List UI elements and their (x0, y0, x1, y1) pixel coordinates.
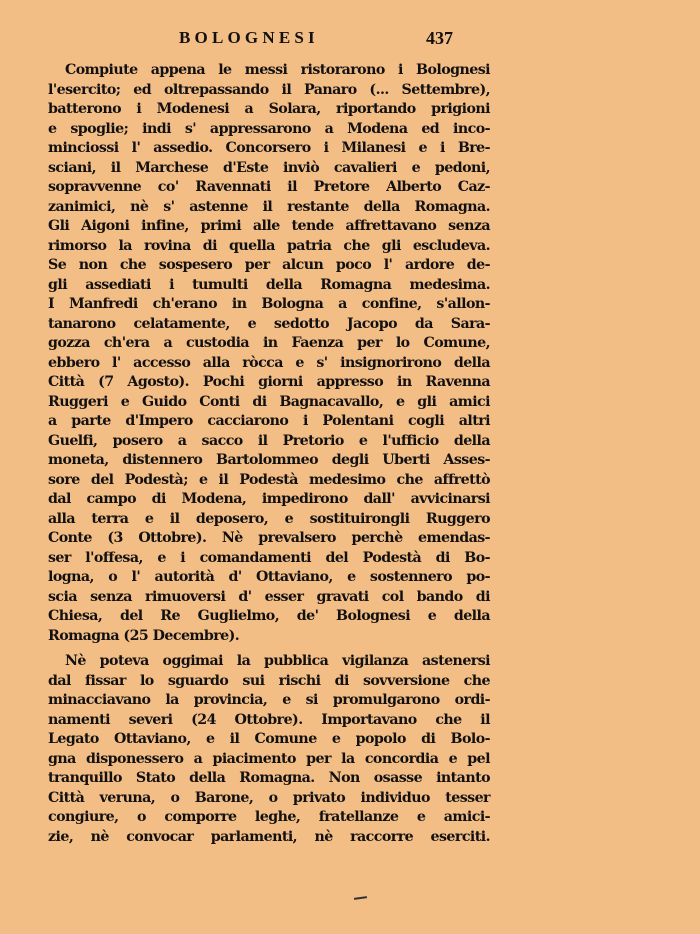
text-line: ebbero l' accesso alla ròcca e s' insignorirono della (48, 354, 490, 371)
text-line: gozza ch'era a custodia in Faenza per lo Comune, (48, 335, 490, 351)
text-line: l'esercito; ed oltrepassando il Panaro (... Settembre), (48, 81, 490, 98)
text-line: Ruggeri e Guido Conti di Bagnacavallo, e gli amici (48, 393, 490, 410)
text-line: gna disponessero a piacimento per la concordia e pel (48, 750, 490, 767)
paragraph-1 (48, 61, 490, 646)
text-line: zie, nè convocar parlamenti, nè raccorre eserciti. (48, 828, 490, 845)
text-line: moneta, distennero Bartolommeo degli Uberti Asses- (48, 452, 490, 468)
text-line: rimorso la rovina di quella patria che gli escludeva. (48, 237, 490, 254)
text-line: dal fissar lo sguardo sui rischi di sovversione che (48, 672, 490, 689)
text-line: tanarono celatamente, e sedotto Jacopo da Sara- (48, 315, 490, 332)
text-line: sopravvenne co' Ravennati il Pretore Alberto Caz- (48, 179, 490, 195)
text-line: gli assediati i tumulti della Romagna medesima. (48, 276, 490, 293)
text-line: namenti severi (24 Ottobre). Importavano che il (48, 711, 490, 728)
body-text (48, 61, 490, 847)
text-line: Se non che sospesero per alcun poco l' ardore de- (48, 257, 490, 273)
text-line: tranquillo Stato della Romagna. Non osasse intanto (48, 770, 490, 786)
printer-mark (354, 896, 367, 900)
page-header (0, 28, 700, 52)
text-line: ser l'offesa, e i comandamenti del Podestà di Bo- (48, 549, 490, 566)
text-line: dal campo di Modena, impedirono dall' avvicinarsi (48, 491, 490, 507)
text-line: sciani, il Marchese d'Este inviò cavalieri e pedoni, (48, 159, 490, 176)
text-line: Gli Aigoni infine, primi alle tende affrettavano senza (48, 218, 490, 234)
text-line: minacciavano la provincia, e si promulgarono ordi- (48, 692, 490, 708)
text-line: Conte (3 Ottobre). Nè prevalsero perchè emendas- (48, 530, 490, 546)
text-line: Guelfi, posero a sacco il Pretorio e l'ufficio della (48, 432, 490, 449)
page-number: 437 (426, 28, 453, 48)
text-line: Città (7 Agosto). Pochi giorni appresso in Ravenna (48, 374, 490, 390)
text-line: minciossi l' assedio. Concorsero i Milanesi e i Bre- (48, 140, 490, 156)
running-title: BOLOGNESI (179, 28, 319, 47)
text-line: Chiesa, del Re Guglielmo, de' Bolognesi e della (48, 608, 490, 624)
text-line: I Manfredi ch'erano in Bologna a confine, s'allon- (48, 296, 490, 312)
text-line: Compiute appena le messi ristorarono i Bolognesi (65, 62, 490, 78)
paragraph-2 (48, 652, 490, 847)
text-line: logna, o l' autorità d' Ottaviano, e sostennero po- (48, 569, 490, 585)
text-line: Nè poteva oggimai la pubblica vigilanza astenersi (65, 653, 490, 669)
text-line: zanimici, nè s' astenne il restante della Romagna. (48, 198, 490, 215)
text-line: Città veruna, o Barone, o privato individuo tesser (48, 789, 490, 806)
text-line: congiure, o comporre leghe, fratellanze e amici- (48, 809, 490, 825)
text-line: alla terra e il deposero, e sostituirongli Ruggero (48, 510, 490, 527)
text-line: batterono i Modenesi a Solara, riportando prigioni (48, 101, 490, 117)
text-line: Romagna (25 Decembre). (48, 627, 240, 644)
text-line: scia senza rimuoversi d' esser gravati col bando di (48, 588, 490, 605)
text-line: sore del Podestà; e il Podestà medesimo che affrettò (48, 471, 490, 488)
text-line: a parte d'Impero cacciarono i Polentani cogli altri (48, 413, 490, 429)
text-line: Legato Ottaviano, e il Comune e popolo di Bolo- (48, 731, 490, 747)
text-line: e spoglie; indi s' appressarono a Modena ed inco- (48, 120, 490, 137)
